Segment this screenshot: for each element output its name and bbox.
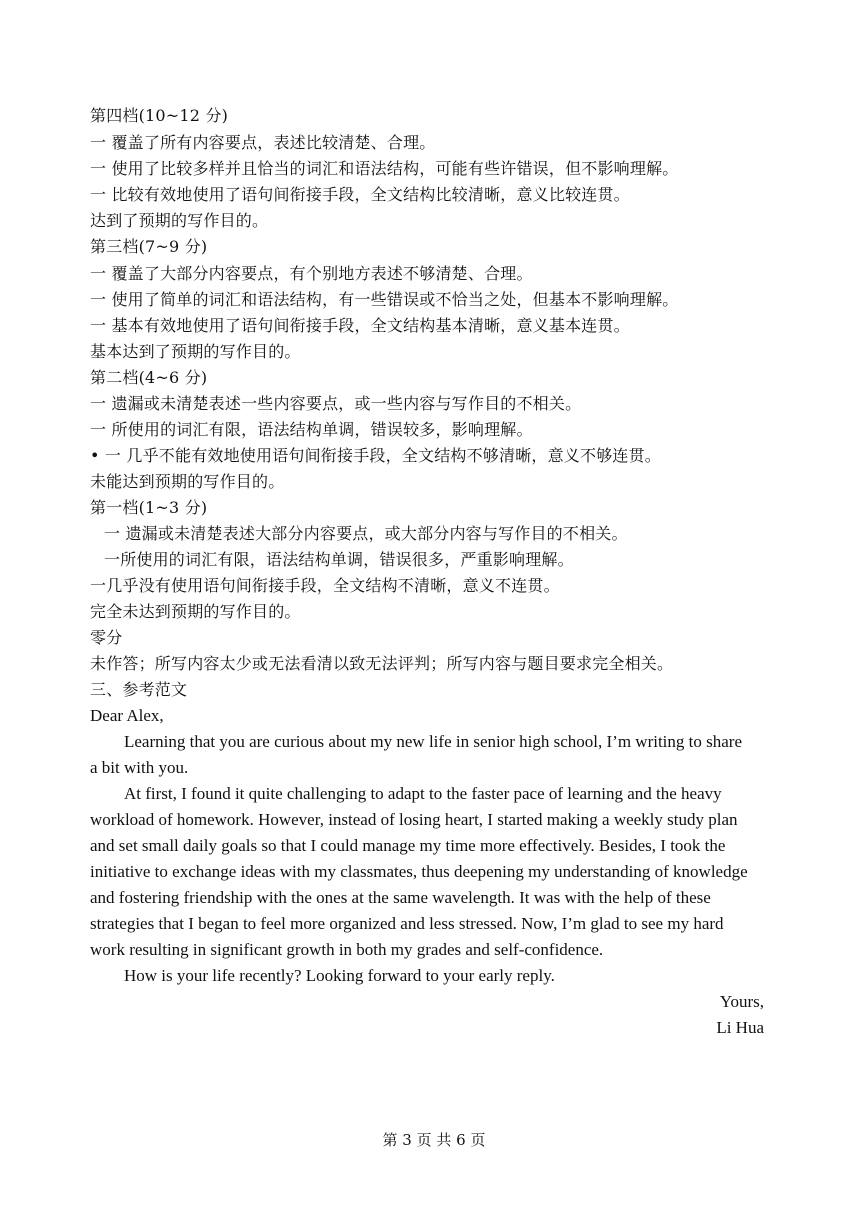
page-footer: 第 3 页 共 6 页 — [382, 1131, 486, 1149]
section-heading: 三、参考范文 — [90, 680, 188, 699]
level3-item-1: 一 覆盖了大部分内容要点，有个别地方表述不够清楚、合理。 — [90, 264, 533, 283]
letter-p2-line-3: and set small daily goals so that I could manage my time more effectively. Besides, I took the — [90, 836, 726, 855]
level2-item-2: 一 所使用的词汇有限，语法结构单调，错误较多，影响理解。 — [90, 420, 533, 439]
level3-item-3: 一 基本有效地使用了语句间衔接手段，全文结构基本清晰，意义基本连贯。 — [90, 316, 630, 335]
letter-p2-line-6: strategies that I began to feel more organized and less stressed. Now, I’m glad to see my hard — [90, 914, 724, 933]
letter-p2-line-1: At first, I found it quite challenging to adapt to the faster pace of learning and the heavy — [124, 784, 722, 803]
level4-item-2: 一 使用了比较多样并且恰当的词汇和语法结构，可能有些许错误，但不影响理解。 — [90, 159, 679, 178]
level0-title: 零分 — [90, 628, 123, 647]
level4-item-1: 一 覆盖了所有内容要点，表述比较清楚、合理。 — [90, 133, 436, 152]
letter-greeting: Dear Alex, — [90, 706, 164, 725]
letter-p2-line-7: work resulting in significant growth in both my grades and self-confidence. — [90, 940, 604, 959]
level0-description: 未作答；所写内容太少或无法看清以致无法评判；所写内容与题目要求完全相关。 — [90, 654, 674, 673]
letter-closing: Yours, — [719, 992, 764, 1011]
level1-item-3: 一几乎没有使用语句间衔接手段，全文结构不清晰，意义不连贯。 — [90, 576, 560, 595]
level3-title: 第三档(7~9 分) — [90, 237, 208, 256]
letter-p3: How is your life recently? Looking forward to your early reply. — [124, 966, 555, 985]
letter-signature: Li Hua — [716, 1018, 764, 1037]
level2-summary: 未能达到预期的写作目的。 — [90, 472, 285, 491]
level2-title: 第二档(4~6 分) — [90, 368, 208, 387]
level2-item-3: • 一 几乎不能有效地使用语句间衔接手段，全文结构不够清晰，意义不够连贯。 — [90, 446, 662, 465]
level1-title: 第一档(1~3 分) — [90, 498, 208, 517]
level3-item-2: 一 使用了简单的词汇和语法结构，有一些错误或不恰当之处，但基本不影响理解。 — [90, 290, 679, 309]
level4-item-3: 一 比较有效地使用了语句间衔接手段，全文结构比较清晰，意义比较连贯。 — [90, 185, 630, 204]
letter-p2-line-2: workload of homework. However, instead of losing heart, I started making a weekly study plan — [90, 810, 738, 829]
level4-summary: 达到了预期的写作目的。 — [90, 211, 269, 230]
letter-p2-line-5: and fostering friendship with the ones at the same wavelength. It was with the help of these — [90, 888, 711, 907]
letter-p1-line-2: a bit with you. — [90, 758, 189, 777]
level1-item-2: 一所使用的词汇有限，语法结构单调，错误很多，严重影响理解。 — [104, 550, 574, 569]
level3-summary: 基本达到了预期的写作目的。 — [90, 342, 301, 361]
level1-summary: 完全未达到预期的写作目的。 — [90, 602, 301, 621]
level2-item-1: 一 遗漏或未清楚表述一些内容要点，或一些内容与写作目的不相关。 — [90, 394, 582, 413]
letter-p2-line-4: initiative to exchange ideas with my classmates, thus deepening my understanding of knowledge — [90, 862, 748, 881]
level4-title: 第四档(10~12 分) — [90, 106, 229, 125]
level1-item-1: 一 遗漏或未清楚表述大部分内容要点，或大部分内容与写作目的不相关。 — [104, 524, 628, 543]
letter-p1-line-1: Learning that you are curious about my new life in senior high school, I’m writing to share — [124, 732, 742, 751]
